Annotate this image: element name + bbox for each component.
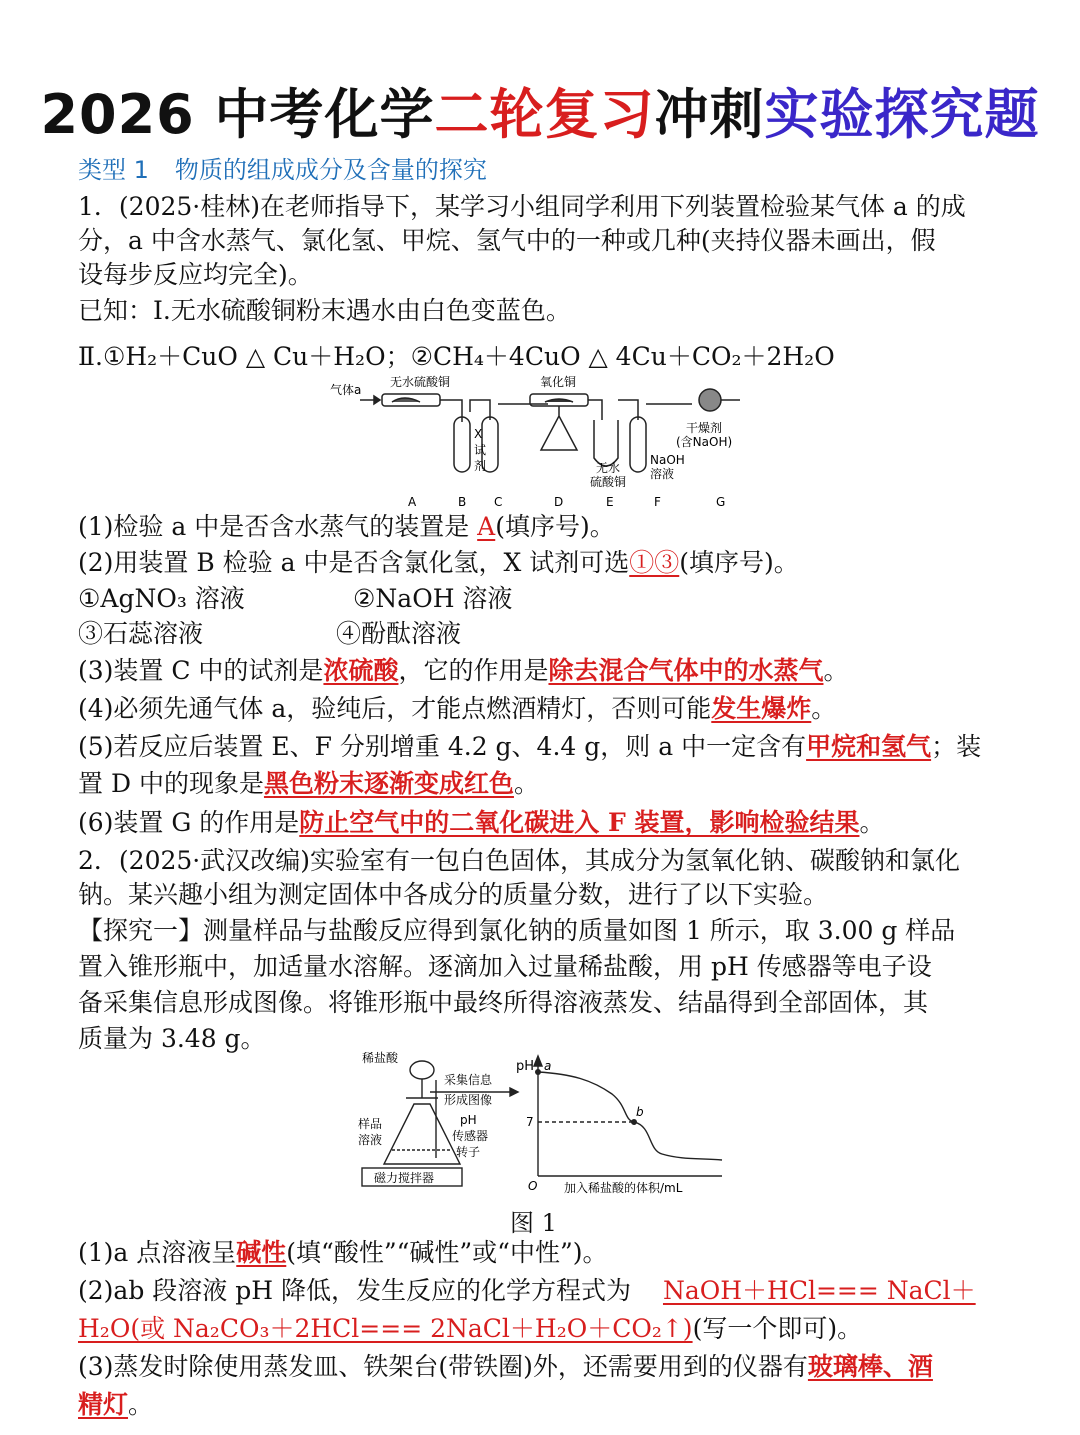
q1-options-row2	[78, 617, 1008, 651]
axis-tick-7: 7	[526, 1115, 534, 1129]
diagram-label-cuso4: 无水硫酸铜	[390, 375, 451, 389]
fig-label-xingcheng: 形成图像	[444, 1093, 493, 1107]
q1-line1: 1．(2025·桂林)在老师指导下，某学习小组同学利用下列装置检验某气体 a 的成	[78, 192, 966, 221]
fig-label-xiyansuan: 稀盐酸	[362, 1051, 399, 1065]
fig-label-caiji: 采集信息	[444, 1073, 493, 1087]
q2-line5: 备采集信息形成图像。将锥形瓶中最终所得溶液蒸发、结晶得到全部固体，其	[78, 988, 929, 1017]
point-b-marker	[631, 1119, 637, 1125]
q1-known2: Ⅱ.①H₂＋CuO △ Cu＋H₂O；②CH₄＋4CuO △ 4Cu＋CO₂＋2H₂O	[78, 342, 835, 371]
q2-sub1-text: (1)a 点溶液呈	[78, 1238, 237, 1267]
q1-sub3-answer1: 浓硫酸	[323, 656, 399, 685]
q1-sub2-answer: ①③	[629, 548, 680, 577]
diagram-label-x: X	[474, 427, 483, 441]
q2-line3: 【探究一】测量样品与盐酸反应得到氯化钠的质量如图 1 所示，取 3.00 g 样品	[78, 916, 956, 945]
q1-line3: 设每步反应均完全)。	[78, 260, 313, 289]
axis-y-label: pH	[516, 1059, 535, 1074]
q1-sub4	[78, 692, 1008, 726]
fig-label-yangpin: 样品	[358, 1117, 383, 1131]
section-text: 物质的组成成分及含量的探究	[174, 156, 487, 184]
q1-sub1-post: (填序号)。	[495, 512, 615, 541]
diagram-label-ji: 剂	[474, 459, 487, 473]
q1-option-3: ③石蕊溶液	[78, 619, 204, 648]
q1-sub5-answer: 甲烷和氢气	[806, 732, 932, 761]
q1-sub2-post: (填序号)。	[679, 548, 799, 577]
q1-known1: 已知：Ⅰ.无水硫酸铜粉末遇水由白色变蓝色。	[78, 296, 571, 325]
diagram-label-cuo: 氧化铜	[540, 375, 577, 389]
fig-label-chuanganqi: 传感器	[452, 1129, 489, 1143]
title-part1: 2026 中考化学	[40, 83, 435, 146]
q1-sub6-answer: 防止空气中的二氧化碳进入 F 装置，影响检验结果	[299, 808, 860, 837]
q1-sub5	[78, 730, 1008, 764]
figure-caption: 图 1	[510, 1209, 557, 1237]
diagram-label-han-naoh: (含NaOH)	[676, 435, 733, 449]
diagram-letter-g: G	[716, 495, 726, 509]
diagram-letter-e: E	[606, 495, 614, 509]
q2-line2: 钠。某兴趣小组为测定固体中各成分的质量分数，进行了以下实验。	[78, 880, 829, 909]
q1-sub5-post: ；装	[931, 732, 982, 761]
q1-sub1	[78, 510, 1008, 544]
q1-sub4-text: (4)必须先通气体 a，验纯后，才能点燃酒精灯，否则可能	[78, 694, 712, 723]
figure-1-diagram	[352, 1050, 732, 1200]
q1-sub4-answer: 发生爆炸	[711, 694, 812, 723]
axis-x-label: 加入稀盐酸的体积/mL	[564, 1181, 683, 1195]
fig-label-ph: pH	[460, 1113, 477, 1127]
q2-sub3-text: (3)蒸发时除使用蒸发皿、铁架台(带铁圈)外，还需要用到的仪器有	[78, 1352, 808, 1381]
diagram-letter-d: D	[554, 495, 564, 509]
section-heading	[78, 150, 487, 185]
q2-sub2b	[78, 1312, 1008, 1346]
q1-sub2	[78, 546, 1008, 580]
q1-sub5b-text: 置 D 中的现象是	[78, 769, 264, 798]
diagram-label-wushui: 无水	[596, 461, 621, 475]
diagram-letter-c: C	[494, 495, 503, 509]
section-label: 类型 1	[78, 156, 149, 184]
fig-label-zhuanzi: 转子	[456, 1145, 481, 1159]
title-part4: 实验探究题	[764, 83, 1040, 146]
fig-label-rongye: 溶液	[358, 1133, 383, 1147]
q1-sub4-post: 。	[811, 694, 837, 723]
q1-sub6-text: (6)装置 G 的作用是	[78, 808, 300, 837]
point-a-label: a	[544, 1059, 552, 1073]
q2-sub2b-post: (写一个即可)。	[692, 1314, 863, 1343]
diagram-label-ganzaoji: 干燥剂	[686, 421, 723, 435]
apparatus-diagram	[330, 372, 760, 512]
q1-sub5b-answer: 黑色粉末逐渐变成红色	[263, 769, 514, 798]
page-title	[0, 80, 1080, 150]
diagram-letter-b: B	[458, 495, 467, 509]
diagram-letter-f: F	[654, 495, 661, 509]
q1-option-4: ④酚酞溶液	[336, 619, 462, 648]
q2-sub3-answer: 玻璃棒、酒	[807, 1352, 933, 1381]
q2-sub2b-answer: H₂O(或 Na₂CO₃＋2HCl=== 2NaCl＋H₂O＋CO₂↑)	[78, 1314, 693, 1343]
q1-sub3-post: 。	[823, 656, 849, 685]
q2-line6: 质量为 3.48 g。	[78, 1024, 266, 1053]
q1-sub6-post: 。	[859, 808, 885, 837]
title-part3: 冲刺	[654, 83, 765, 146]
diagram-label-rongye: 溶液	[650, 467, 675, 481]
point-a-marker	[535, 1069, 541, 1075]
q1-sub1-answer: A	[477, 512, 496, 541]
q1-sub5b-post: 。	[513, 769, 539, 798]
q2-sub2-text: (2)ab 段溶液 pH 降低，发生反应的化学方程式为	[78, 1276, 631, 1305]
point-b-label: b	[636, 1105, 644, 1119]
axis-origin: O	[528, 1179, 538, 1193]
fig-label-stirrer: 磁力搅拌器	[374, 1171, 435, 1185]
q1-sub2-text: (2)用装置 B 检验 a 中是否含氯化氢，X 试剂可选	[78, 548, 630, 577]
q2-line4: 置入锥形瓶中，加适量水溶解。逐滴加入过量稀盐酸，用 pH 传感器等电子设	[78, 952, 932, 981]
q1-sub5b	[78, 767, 1008, 801]
diagram-letter-a: A	[408, 495, 417, 509]
q2-sub3	[78, 1350, 1008, 1384]
q1-sub3-answer2: 除去混合气体中的水蒸气	[548, 656, 824, 685]
q1-option-2: ②NaOH 溶液	[353, 584, 513, 613]
q1-sub6	[78, 806, 1008, 840]
q2-sub2-answer: NaOH＋HCl=== NaCl＋	[662, 1276, 976, 1305]
q1-sub3-mid: ，它的作用是	[398, 656, 549, 685]
diagram-label-liusuantong: 硫酸铜	[590, 475, 627, 489]
q2-sub1	[78, 1236, 1008, 1270]
diagram-label-shi: 试	[474, 443, 487, 457]
q1-options-row1	[78, 582, 1008, 616]
q2-sub3b-post: 。	[128, 1390, 154, 1419]
q1-option-1: ①AgNO₃ 溶液	[78, 584, 245, 613]
q2-sub3b-answer: 精灯	[78, 1390, 129, 1419]
q2-sub2	[78, 1274, 1008, 1308]
q1-sub3-text: (3)装置 C 中的试剂是	[78, 656, 324, 685]
q1-sub1-text: (1)检验 a 中是否含水蒸气的装置是	[78, 512, 478, 541]
title-part2: 二轮复习	[434, 83, 655, 146]
diagram-label-gas-a: 气体a	[330, 383, 362, 397]
q1-line2: 分，a 中含水蒸气、氯化氢、甲烷、氢气中的一种或几种(夹持仪器未画出，假	[78, 226, 936, 255]
q2-sub3b	[78, 1388, 1008, 1422]
q2-sub1-post: (填“酸性”“碱性”或“中性”)。	[286, 1238, 608, 1267]
q1-sub5-text: (5)若反应后装置 E、F 分别增重 4.2 g、4.4 g，则 a 中一定含有	[78, 732, 807, 761]
q2-sub1-answer: 碱性	[236, 1238, 287, 1267]
diagram-label-naoh: NaOH	[650, 453, 685, 467]
q2-line1: 2．(2025·武汉改编)实验室有一包白色固体，其成分为氢氧化钠、碳酸钠和氯化	[78, 846, 960, 875]
q1-sub3	[78, 654, 1008, 688]
